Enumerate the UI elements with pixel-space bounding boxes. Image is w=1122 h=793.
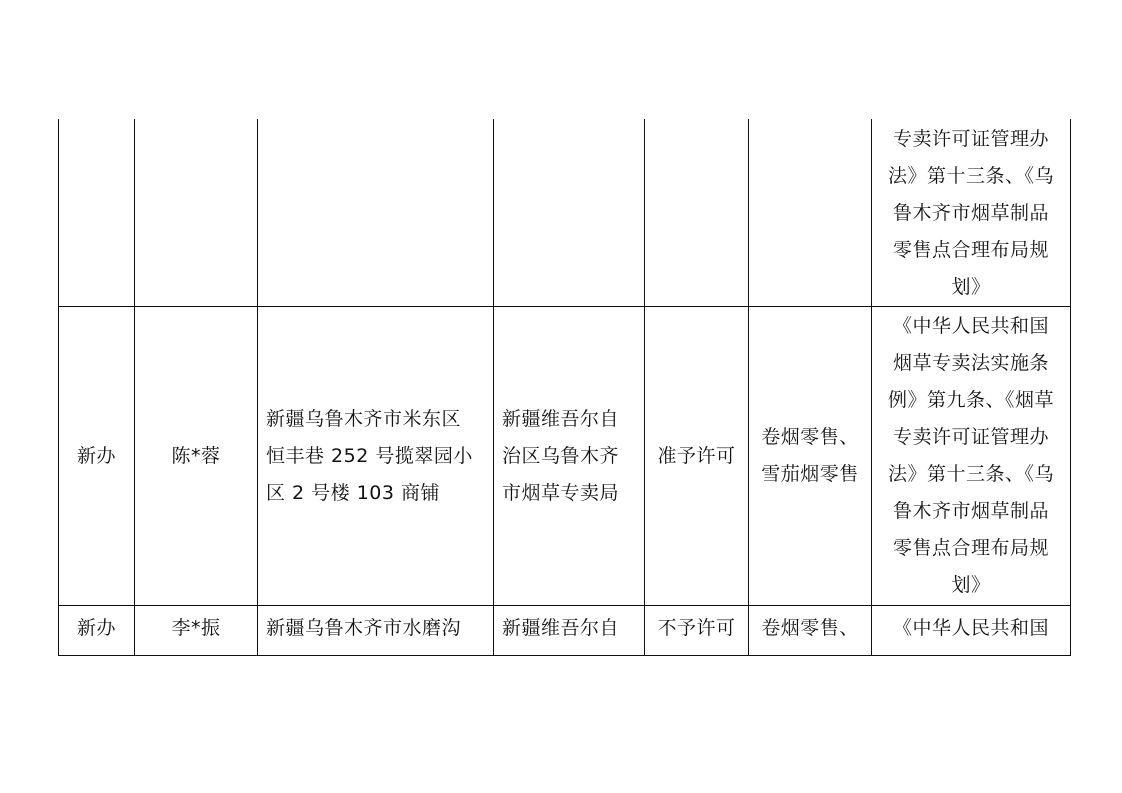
cell-authority xyxy=(494,307,645,606)
cell-basis: 《中华人民共和国 xyxy=(872,606,1071,656)
cell-scope: 卷烟零售、 xyxy=(749,606,872,656)
cell-name xyxy=(135,119,258,307)
authority-line: 新疆维吾尔自 xyxy=(502,407,620,430)
cell-type: 新办 xyxy=(59,307,135,606)
cell-result: 不予许可 xyxy=(645,606,749,656)
basis-line: 鲁木齐市烟草制品 xyxy=(892,202,1049,224)
address-line: 区 2 号楼 103 商铺 xyxy=(266,481,441,504)
basis-line: 《中华人民共和国 xyxy=(892,315,1049,337)
cell-address: 新疆乌鲁木齐市水磨沟 xyxy=(258,606,494,656)
basis-line: 烟草专卖法实施条 xyxy=(892,352,1049,374)
basis-line: 划》 xyxy=(951,276,991,298)
basis-line: 专卖许可证管理办 xyxy=(892,426,1049,448)
cell-result xyxy=(645,119,749,307)
address-line: 恒丰巷 252 号揽翠园小 xyxy=(266,444,473,467)
basis-line: 鲁木齐市烟草制品 xyxy=(892,500,1049,522)
basis-line: 专卖许可证管理办 xyxy=(892,128,1049,150)
basis-line: 划》 xyxy=(951,574,991,596)
authority-line: 市烟草专卖局 xyxy=(502,481,620,504)
cell-authority xyxy=(494,119,645,307)
cell-basis xyxy=(872,307,1071,606)
cell-scope xyxy=(749,307,872,606)
table-row xyxy=(59,307,1071,606)
cell-scope xyxy=(749,119,872,307)
license-table-wrapper xyxy=(58,119,1070,656)
cell-address xyxy=(258,119,494,307)
table-row xyxy=(59,606,1071,656)
cell-result: 准予许可 xyxy=(645,307,749,606)
basis-line: 例》第九条、《烟草 xyxy=(887,389,1054,411)
address-line: 新疆乌鲁木齐市米东区 xyxy=(266,407,462,430)
cell-basis xyxy=(872,119,1071,307)
authority-line: 治区乌鲁木齐 xyxy=(502,444,620,467)
scope-line: 雪茄烟零售 xyxy=(761,463,859,485)
basis-line: 法》第十三条、《乌 xyxy=(887,165,1054,187)
cell-authority: 新疆维吾尔自 xyxy=(494,606,645,656)
license-table xyxy=(58,119,1071,656)
scope-line: 卷烟零售、 xyxy=(761,426,859,448)
basis-line: 零售点合理布局规 xyxy=(892,239,1049,261)
table-row xyxy=(59,119,1071,307)
cell-type: 新办 xyxy=(59,606,135,656)
basis-line: 法》第十三条、《乌 xyxy=(887,463,1054,485)
basis-line: 零售点合理布局规 xyxy=(892,537,1049,559)
cell-address xyxy=(258,307,494,606)
cell-name: 李*振 xyxy=(135,606,258,656)
cell-type xyxy=(59,119,135,307)
cell-name: 陈*蓉 xyxy=(135,307,258,606)
